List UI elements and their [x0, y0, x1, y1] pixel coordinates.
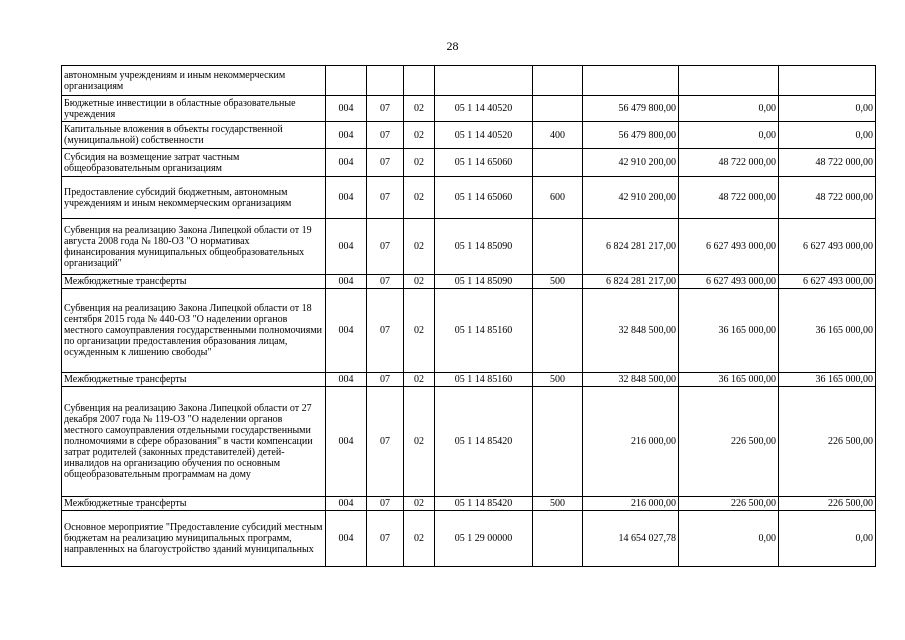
row-amount-year1-cell: 42 910 200,00 — [583, 149, 679, 177]
table-row — [62, 497, 876, 511]
row-expense-type-cell: 500 — [533, 497, 583, 511]
row-name-cell: Предоставление субсидий бюджетным, автономным учреждениям и иным некоммерческим организациям — [62, 177, 326, 219]
row-expense-type-cell — [533, 96, 583, 122]
table-row — [62, 219, 876, 275]
budget-table — [61, 65, 876, 567]
row-subsection-cell: 02 — [404, 511, 435, 567]
row-name-cell: Основное мероприятие "Предоставление субсидий местным бюджетам на реализацию муниципальных программ, направленных на благоустройство зданий муниципальных — [62, 511, 326, 567]
row-section-cell: 07 — [367, 275, 404, 289]
row-amount-year3-cell: 6 627 493 000,00 — [779, 275, 876, 289]
row-subsection-cell: 02 — [404, 275, 435, 289]
row-ved-cell: 004 — [326, 275, 367, 289]
row-name-cell: Субсидия на возмещение затрат частным общеобразовательным организациям — [62, 149, 326, 177]
row-expense-type-cell — [533, 511, 583, 567]
table-row — [62, 373, 876, 387]
row-expense-type-cell — [533, 387, 583, 497]
row-subsection-cell — [404, 66, 435, 96]
row-amount-year2-cell: 226 500,00 — [679, 387, 779, 497]
row-expense-type-cell: 400 — [533, 122, 583, 149]
row-target-article-cell: 05 1 14 40520 — [435, 122, 533, 149]
row-ved-cell: 004 — [326, 373, 367, 387]
row-expense-type-cell — [533, 219, 583, 275]
row-section-cell: 07 — [367, 219, 404, 275]
row-ved-cell: 004 — [326, 177, 367, 219]
row-ved-cell: 004 — [326, 497, 367, 511]
row-subsection-cell: 02 — [404, 387, 435, 497]
row-amount-year2-cell: 48 722 000,00 — [679, 149, 779, 177]
row-ved-cell: 004 — [326, 219, 367, 275]
row-amount-year1-cell: 216 000,00 — [583, 387, 679, 497]
row-amount-year2-cell: 6 627 493 000,00 — [679, 275, 779, 289]
row-subsection-cell: 02 — [404, 96, 435, 122]
row-name-cell: Межбюджетные трансферты — [62, 275, 326, 289]
row-expense-type-cell — [533, 149, 583, 177]
row-expense-type-cell: 500 — [533, 275, 583, 289]
row-section-cell: 07 — [367, 289, 404, 373]
row-target-article-cell: 05 1 14 85420 — [435, 387, 533, 497]
row-amount-year1-cell: 56 479 800,00 — [583, 96, 679, 122]
row-amount-year2-cell: 36 165 000,00 — [679, 373, 779, 387]
row-section-cell: 07 — [367, 122, 404, 149]
row-amount-year1-cell: 32 848 500,00 — [583, 373, 679, 387]
row-subsection-cell: 02 — [404, 149, 435, 177]
row-section-cell — [367, 66, 404, 96]
row-name-cell: Субвенция на реализацию Закона Липецкой области от 18 сентября 2015 года № 440-ОЗ "О наделении органов местного самоуправления государственными полномочиями по организации предоставления образования лицам, осужденным к лишению свободы" — [62, 289, 326, 373]
table-row — [62, 511, 876, 567]
table-row — [62, 387, 876, 497]
row-amount-year2-cell: 6 627 493 000,00 — [679, 219, 779, 275]
row-amount-year3-cell: 0,00 — [779, 511, 876, 567]
row-target-article-cell: 05 1 14 85090 — [435, 275, 533, 289]
row-amount-year1-cell: 32 848 500,00 — [583, 289, 679, 373]
table-row — [62, 275, 876, 289]
row-ved-cell — [326, 66, 367, 96]
row-name-cell: Бюджетные инвестиции в областные образовательные учреждения — [62, 96, 326, 122]
row-section-cell: 07 — [367, 373, 404, 387]
row-name-cell: Межбюджетные трансферты — [62, 373, 326, 387]
row-ved-cell: 004 — [326, 387, 367, 497]
table-row — [62, 149, 876, 177]
row-section-cell: 07 — [367, 511, 404, 567]
row-target-article-cell: 05 1 14 85090 — [435, 219, 533, 275]
row-amount-year3-cell — [779, 66, 876, 96]
row-name-cell: автономным учреждениям и иным некоммерческим организациям — [62, 66, 326, 96]
table-row — [62, 289, 876, 373]
row-amount-year3-cell: 226 500,00 — [779, 387, 876, 497]
row-name-cell: Субвенция на реализацию Закона Липецкой области от 19 августа 2008 года № 180-ОЗ "О нормативах финансирования муниципальных общеобразовательных организаций" — [62, 219, 326, 275]
row-amount-year2-cell: 226 500,00 — [679, 497, 779, 511]
row-amount-year3-cell: 48 722 000,00 — [779, 149, 876, 177]
row-ved-cell: 004 — [326, 122, 367, 149]
row-amount-year2-cell: 36 165 000,00 — [679, 289, 779, 373]
row-amount-year1-cell: 56 479 800,00 — [583, 122, 679, 149]
row-section-cell: 07 — [367, 96, 404, 122]
row-subsection-cell: 02 — [404, 289, 435, 373]
row-subsection-cell: 02 — [404, 122, 435, 149]
row-amount-year1-cell: 6 824 281 217,00 — [583, 219, 679, 275]
row-target-article-cell: 05 1 14 40520 — [435, 96, 533, 122]
row-amount-year3-cell: 226 500,00 — [779, 497, 876, 511]
row-ved-cell: 004 — [326, 289, 367, 373]
row-amount-year2-cell — [679, 66, 779, 96]
row-amount-year1-cell: 216 000,00 — [583, 497, 679, 511]
row-amount-year1-cell — [583, 66, 679, 96]
row-amount-year3-cell: 6 627 493 000,00 — [779, 219, 876, 275]
row-amount-year3-cell: 0,00 — [779, 96, 876, 122]
row-subsection-cell: 02 — [404, 497, 435, 511]
table-row — [62, 96, 876, 122]
row-amount-year2-cell: 0,00 — [679, 122, 779, 149]
row-target-article-cell — [435, 66, 533, 96]
row-amount-year3-cell: 0,00 — [779, 122, 876, 149]
row-expense-type-cell: 500 — [533, 373, 583, 387]
row-ved-cell: 004 — [326, 96, 367, 122]
row-subsection-cell: 02 — [404, 177, 435, 219]
row-expense-type-cell: 600 — [533, 177, 583, 219]
row-amount-year2-cell: 0,00 — [679, 96, 779, 122]
row-section-cell: 07 — [367, 387, 404, 497]
row-target-article-cell: 05 1 14 65060 — [435, 149, 533, 177]
row-amount-year2-cell: 0,00 — [679, 511, 779, 567]
row-subsection-cell: 02 — [404, 219, 435, 275]
row-expense-type-cell — [533, 66, 583, 96]
row-amount-year1-cell: 14 654 027,78 — [583, 511, 679, 567]
row-target-article-cell: 05 1 14 85160 — [435, 289, 533, 373]
row-target-article-cell: 05 1 14 85420 — [435, 497, 533, 511]
table-row — [62, 177, 876, 219]
row-name-cell: Межбюджетные трансферты — [62, 497, 326, 511]
row-amount-year1-cell: 6 824 281 217,00 — [583, 275, 679, 289]
row-subsection-cell: 02 — [404, 373, 435, 387]
row-expense-type-cell — [533, 289, 583, 373]
table-row — [62, 122, 876, 149]
row-section-cell: 07 — [367, 149, 404, 177]
table-row — [62, 66, 876, 96]
row-ved-cell: 004 — [326, 149, 367, 177]
row-section-cell: 07 — [367, 497, 404, 511]
row-ved-cell: 004 — [326, 511, 367, 567]
row-target-article-cell: 05 1 29 00000 — [435, 511, 533, 567]
page-number: 28 — [446, 39, 459, 53]
row-amount-year3-cell: 36 165 000,00 — [779, 289, 876, 373]
row-name-cell: Субвенция на реализацию Закона Липецкой области от 27 декабря 2007 года № 119-ОЗ "О наделении органов местного самоуправления отдельными государственными полномочиями в сфере образования" в части компенсации затрат родителей (законных представителей) детей-инвалидов на организацию обучения по основным общеобразовательным программам на дому — [62, 387, 326, 497]
row-amount-year2-cell: 48 722 000,00 — [679, 177, 779, 219]
row-amount-year3-cell: 48 722 000,00 — [779, 177, 876, 219]
row-target-article-cell: 05 1 14 85160 — [435, 373, 533, 387]
row-amount-year1-cell: 42 910 200,00 — [583, 177, 679, 219]
row-section-cell: 07 — [367, 177, 404, 219]
row-target-article-cell: 05 1 14 65060 — [435, 177, 533, 219]
row-name-cell: Капитальные вложения в объекты государственной (муниципальной) собственности — [62, 122, 326, 149]
row-amount-year3-cell: 36 165 000,00 — [779, 373, 876, 387]
